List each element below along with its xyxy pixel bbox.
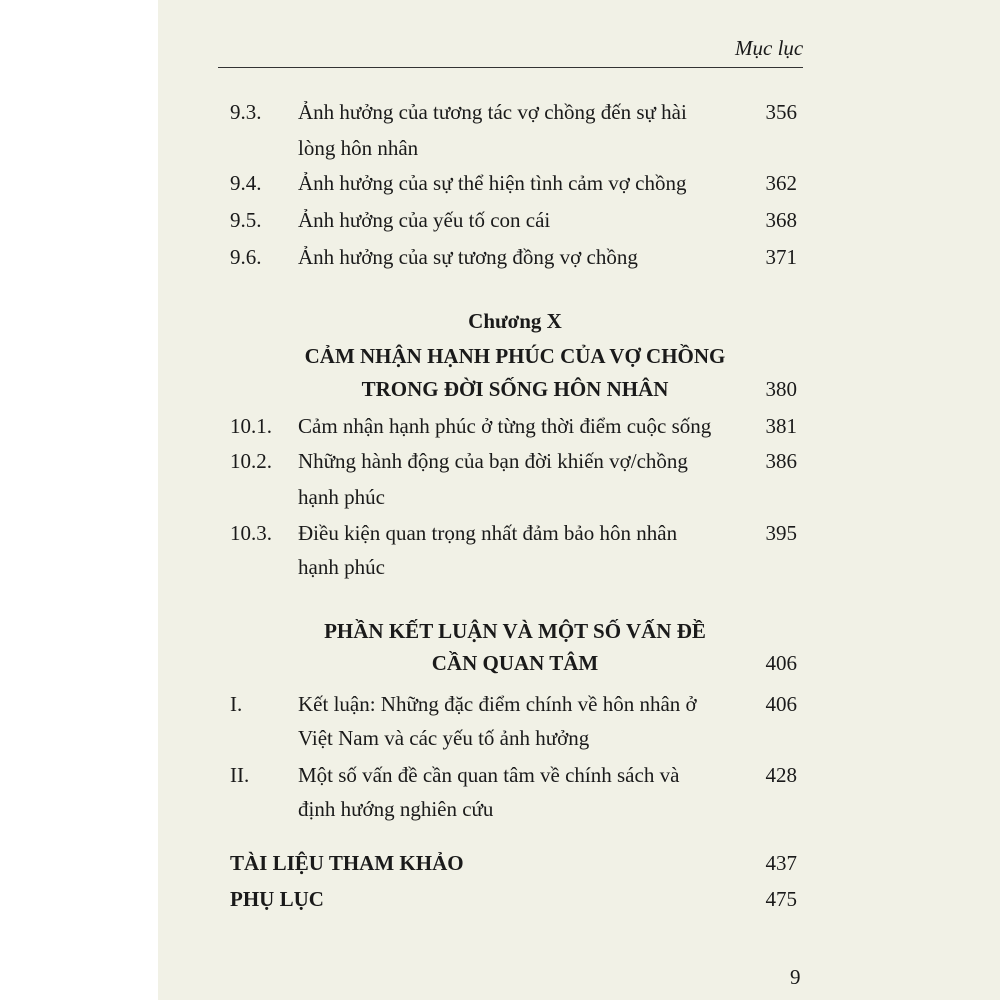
toc-entry-page: 395 [765, 521, 797, 545]
toc-entry-title-cont: Việt Nam và các yếu tố ảnh hưởng [298, 726, 590, 750]
toc-entry-title: Ảnh hưởng của tương tác vợ chồng đến sự hài [298, 100, 687, 124]
page-number: 9 [790, 965, 801, 989]
toc-entry-number: 10.2. [230, 449, 272, 473]
toc-entry-number: 10.1. [230, 414, 272, 438]
toc-entry-title: Kết luận: Những đặc điểm chính về hôn nhân ở [298, 692, 697, 716]
toc-entry-title-cont: hạnh phúc [298, 485, 385, 509]
part-title: PHẦN KẾT LUẬN VÀ MỘT SỐ VẤN ĐỀ [324, 619, 706, 643]
toc-entry-number: I. [230, 692, 243, 716]
toc-entry-number: 9.3. [230, 100, 262, 124]
toc-entry-page: 428 [765, 763, 797, 787]
toc-entry-page: 386 [765, 449, 797, 473]
toc-entry-number: 10.3. [230, 521, 272, 545]
appendix-heading: PHỤ LỤC [230, 887, 324, 911]
toc-entry-number: 9.6. [230, 245, 262, 269]
toc-entry-title: Những hành động của bạn đời khiến vợ/chồng [298, 449, 688, 473]
toc-entry-title: Cảm nhận hạnh phúc ở từng thời điểm cuộc sống [298, 414, 712, 438]
chapter-label: Chương X [468, 309, 562, 333]
toc-entry-number: 9.4. [230, 171, 262, 195]
toc-entry-number: 9.5. [230, 208, 262, 232]
header-rule [218, 67, 803, 68]
toc-entry-title-cont: lòng hôn nhân [298, 136, 419, 160]
book-page [158, 0, 1000, 1000]
toc-entry-title: Ảnh hưởng của sự thể hiện tình cảm vợ chồng [298, 171, 687, 195]
chapter-title-cont: TRONG ĐỜI SỐNG HÔN NHÂN [361, 377, 669, 401]
toc-entry-page: 406 [765, 692, 797, 716]
references-page: 437 [765, 851, 797, 875]
toc-entry-title: Ảnh hưởng của yếu tố con cái [298, 208, 551, 232]
toc-entry-number: II. [230, 763, 250, 787]
references-heading: TÀI LIỆU THAM KHẢO [230, 851, 464, 875]
toc-entry-page: 368 [765, 208, 797, 232]
toc-entry-page: 371 [765, 245, 797, 269]
toc-entry-page: 381 [765, 414, 797, 438]
part-title-cont: CẦN QUAN TÂM [431, 651, 599, 675]
toc-entry-title: Một số vấn đề cần quan tâm về chính sách và [298, 763, 680, 787]
toc-entry-title-cont: định hướng nghiên cứu [298, 797, 494, 821]
toc-entry-page: 356 [765, 100, 797, 124]
chapter-title: CẢM NHẬN HẠNH PHÚC CỦA VỢ CHỒNG [304, 344, 726, 368]
toc-entry-page: 362 [765, 171, 797, 195]
chapter-page: 380 [765, 377, 797, 401]
toc-entry-title: Ảnh hưởng của sự tương đồng vợ chồng [298, 245, 638, 269]
running-header: Mục lục [735, 36, 804, 60]
toc-entry-title-cont: hạnh phúc [298, 555, 385, 579]
appendix-page: 475 [765, 887, 797, 911]
part-page: 406 [765, 651, 797, 675]
toc-entry-title: Điều kiện quan trọng nhất đảm bảo hôn nhân [298, 521, 678, 545]
